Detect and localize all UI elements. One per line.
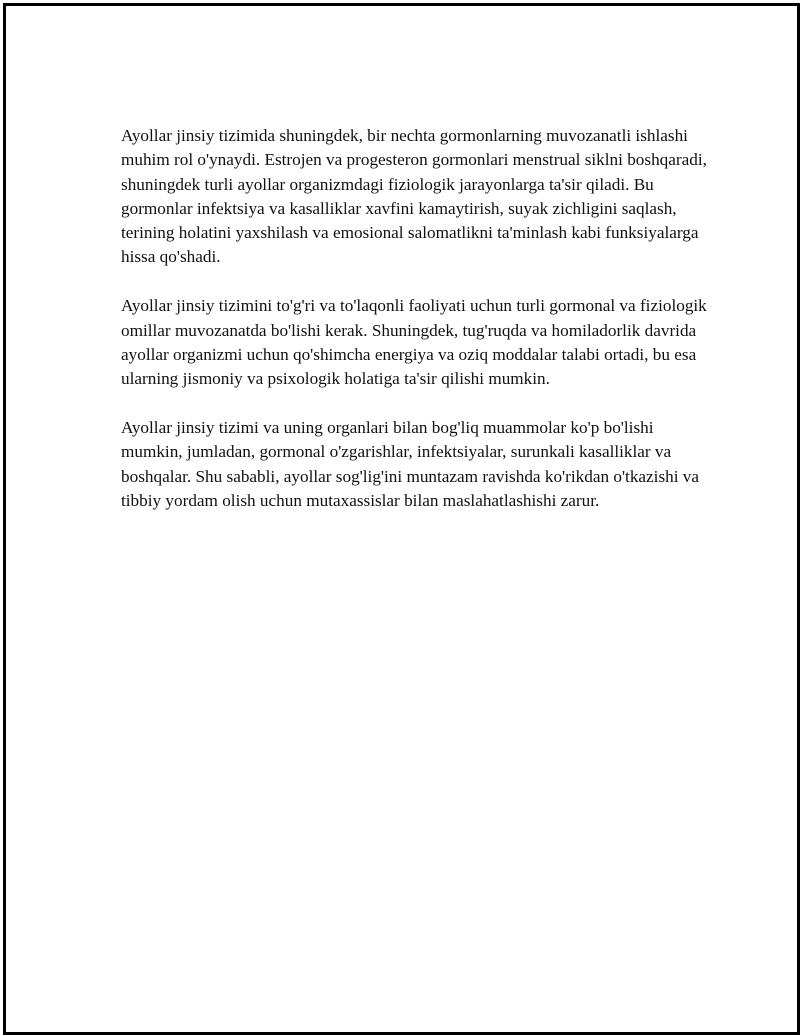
page-frame — [3, 3, 800, 1035]
document-body — [121, 124, 711, 538]
paragraph-1: Ayollar jinsiy tizimida shuningdek, bir nechta gormonlarning muvozanatli ishlashi muhim rol o'ynaydi. Estrojen va progesteron gormonlari menstrual siklni boshqaradi, shuningdek turli ayollar organizmdagi fiziologik jarayonlarga ta'sir qiladi. Bu gormonlar infektsiya va kasalliklar xavfini kamaytirish, suyak zichligini saqlash, terining holatini yaxshilash va emosional salomatlikni ta'minlash kabi funksiyalarga hissa qo'shadi. — [121, 126, 707, 267]
paragraph-3: Ayollar jinsiy tizimi va uning organlari bilan bog'liq muammolar ko'p bo'lishi mumkin, jumladan, gormonal o'zgarishlar, infektsiyalar, surunkali kasalliklar va boshqalar. Shu sababli, ayollar sog'lig'ini muntazam ravishda ko'rikdan o'tkazishi va tibbiy yordam olish uchun mutaxassislar bilan maslahatlashishi zarur. — [121, 417, 700, 510]
paragraph-2: Ayollar jinsiy tizimini to'g'ri va to'laqonli faoliyati uchun turli gormonal va fiziologik omillar muvozanatda bo'lishi kerak. Shuningdek, tug'ruqda va homiladorlik davrida ayollar organizmi uchun qo'shimcha energiya va oziq moddalar talabi ortadi, bu esa ularning jismoniy va psixologik holatiga ta'sir qilishi mumkin. — [121, 296, 707, 389]
